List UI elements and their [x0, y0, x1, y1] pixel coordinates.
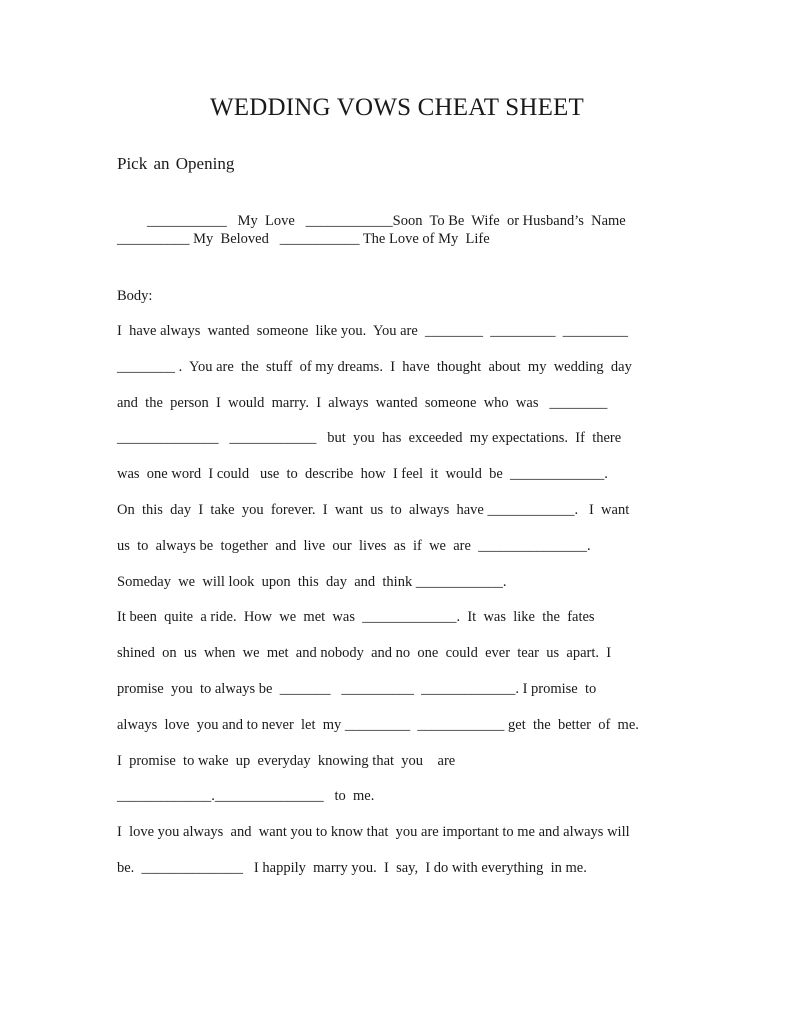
vow-line: It been quite a ride. How we met was _____________. It was like the fates [117, 609, 595, 626]
vow-line: Someday we will look upon this day and think ____________. [117, 573, 507, 590]
opening-heading: Pick an Opening [117, 154, 235, 173]
opening-option-row: __________ My Beloved ___________ The Love of My Life [117, 231, 490, 247]
vow-line: ________ . You are the stuff of my dreams. I have thought about my wedding day [117, 358, 632, 375]
opening-option-row: ___________ My Love ____________Soon To Be Wife or Husband’s Name [147, 213, 626, 229]
vow-line: shined on us when we met and nobody and no one could ever tear us apart. I [117, 645, 612, 662]
vow-line: I have always wanted someone like you. You are ________ _________ _________ [117, 323, 629, 339]
body-label: Body: [117, 288, 153, 304]
vow-line: On this day I take you forever. I want us to always have ____________. I want [117, 501, 630, 518]
vow-line: I promise to wake up everyday knowing that you are [117, 752, 456, 769]
vow-line: and the person I would marry. I always wanted someone who was ________ [117, 394, 608, 411]
page-title: WEDDING VOWS CHEAT SHEET [210, 94, 584, 121]
vow-line: I love you always and want you to know that you are important to me and always will [117, 824, 630, 841]
vow-body [117, 321, 682, 894]
vow-line: be. ______________ I happily marry you. I say, I do with everything in me. [117, 859, 587, 876]
vow-line: _____________._______________ to me. [117, 788, 375, 805]
opening-options [117, 212, 687, 248]
vow-line: promise you to always be _______ __________ _____________. I promise to [117, 680, 597, 697]
vow-line: ______________ ____________ but you has exceeded my expectations. If there [117, 430, 622, 447]
vow-line: us to always be together and live our lives as if we are _______________. [117, 537, 591, 554]
vow-line: was one word I could use to describe how I feel it would be _____________. [117, 466, 608, 483]
vow-line: always love you and to never let my _________ ____________ get the better of me. [117, 716, 639, 733]
